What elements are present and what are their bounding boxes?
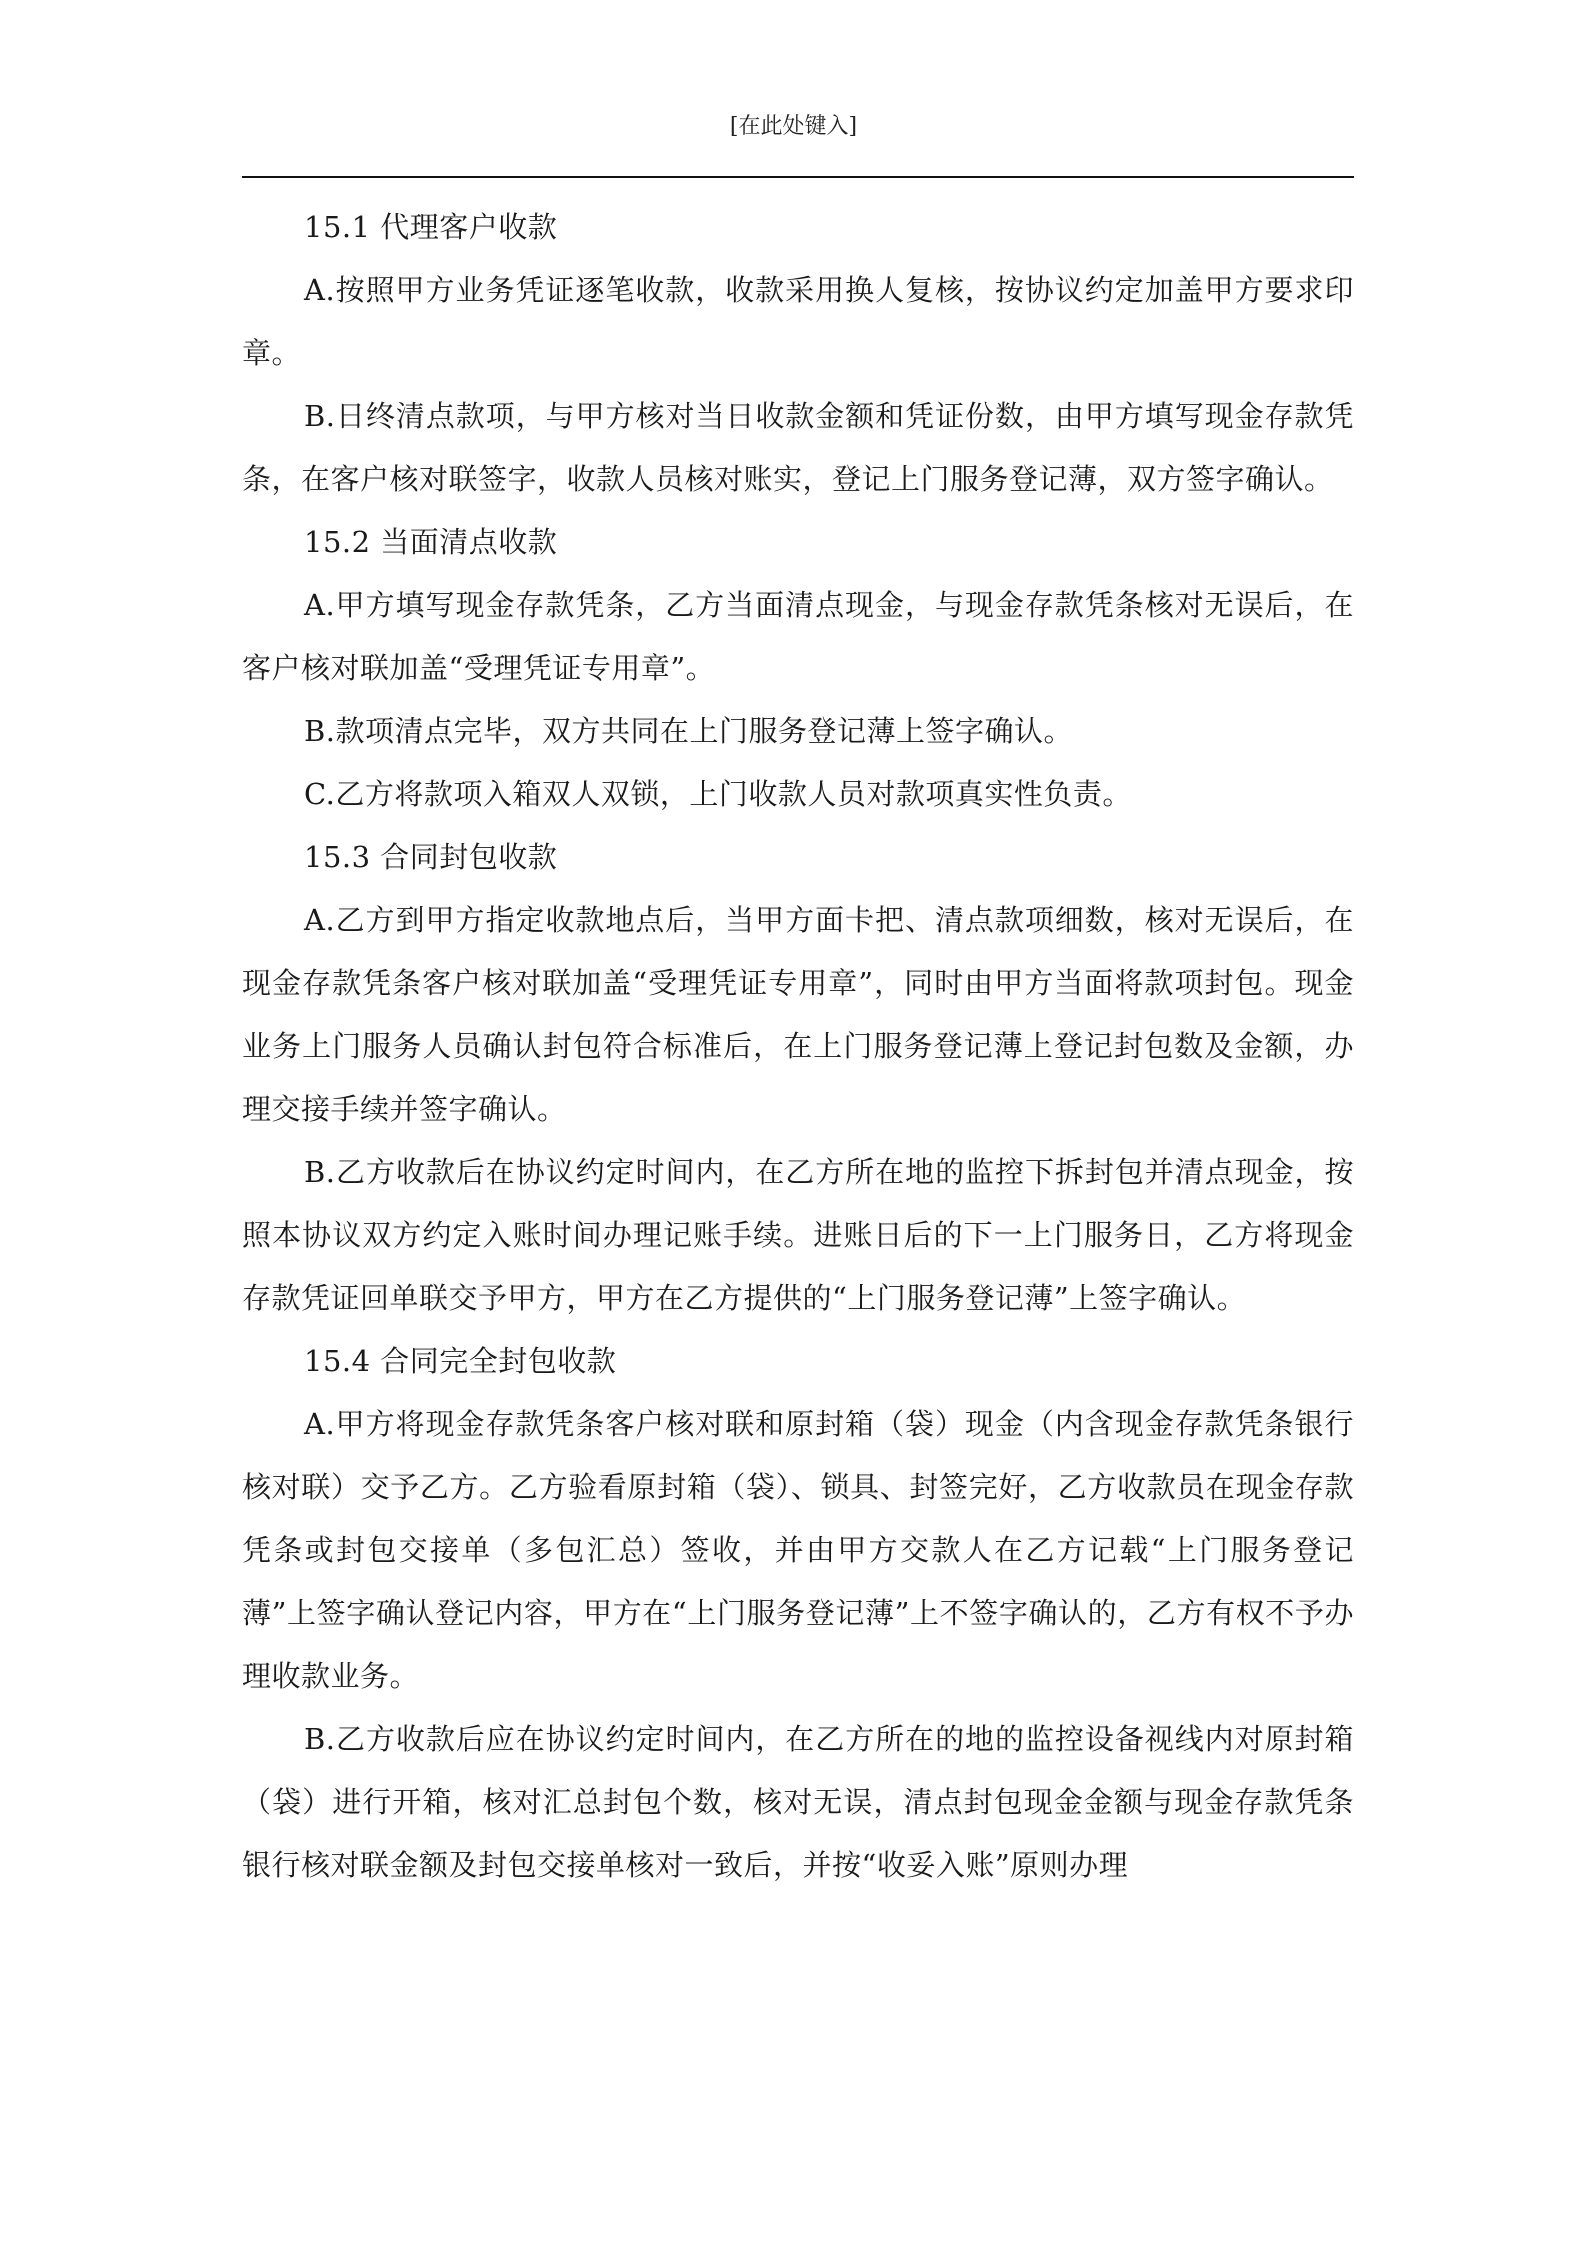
header-divider [242, 176, 1354, 178]
paragraph: A.甲方填写现金存款凭条，乙方当面清点现金，与现金存款凭条核对无误后，在客户核对联加盖“受理凭证专用章”。 [242, 588, 1354, 685]
section-heading-15-3: 15.3 合同封包收款 [304, 840, 558, 874]
page-header: [在此处键入] [729, 114, 858, 139]
section-heading-15-4: 15.4 合同完全封包收款 [304, 1344, 617, 1378]
paragraph: B.乙方收款后在协议约定时间内，在乙方所在地的监控下拆封包并清点现金，按照本协议双方约定入账时间办理记账手续。进账日后的下一上门服务日，乙方将现金存款凭证回单联交予甲方，甲方在乙方提供的“上门服务登记薄”上签字确认。 [242, 1155, 1354, 1315]
document-body [242, 196, 1354, 1897]
paragraph: A.按照甲方业务凭证逐笔收款，收款采用换人复核，按协议约定加盖甲方要求印章。 [242, 273, 1354, 370]
paragraph: B.款项清点完毕，双方共同在上门服务登记薄上签字确认。 [304, 714, 1074, 748]
section-heading-15-2: 15.2 当面清点收款 [304, 525, 558, 559]
paragraph: B.乙方收款后应在协议约定时间内，在乙方所在的地的监控设备视线内对原封箱（袋）进行开箱，核对汇总封包个数，核对无误，清点封包现金金额与现金存款凭条银行核对联金额及封包交接单核对一致后，并按“收妥入账”原则办理 [242, 1722, 1354, 1882]
paragraph: A.甲方将现金存款凭条客户核对联和原封箱（袋）现金（内含现金存款凭条银行核对联）交予乙方。乙方验看原封箱（袋）、锁具、封签完好，乙方收款员在现金存款凭条或封包交接单（多包汇总）签收，并由甲方交款人在乙方记载“上门服务登记薄”上签字确认登记内容，甲方在“上门服务登记薄”上不签字确认的，乙方有权不予办理收款业务。 [242, 1407, 1354, 1693]
section-heading-15-1: 15.1 代理客户收款 [304, 210, 558, 244]
paragraph: A.乙方到甲方指定收款地点后，当甲方面卡把、清点款项细数，核对无误后，在现金存款凭条客户核对联加盖“受理凭证专用章”，同时由甲方当面将款项封包。现金业务上门服务人员确认封包符合标准后，在上门服务登记薄上登记封包数及金额，办理交接手续并签字确认。 [242, 903, 1354, 1126]
paragraph: B.日终清点款项，与甲方核对当日收款金额和凭证份数，由甲方填写现金存款凭条，在客户核对联签字，收款人员核对账实，登记上门服务登记薄，双方签字确认。 [242, 399, 1354, 496]
paragraph: C.乙方将款项入箱双人双锁，上门收款人员对款项真实性负责。 [304, 777, 1132, 811]
